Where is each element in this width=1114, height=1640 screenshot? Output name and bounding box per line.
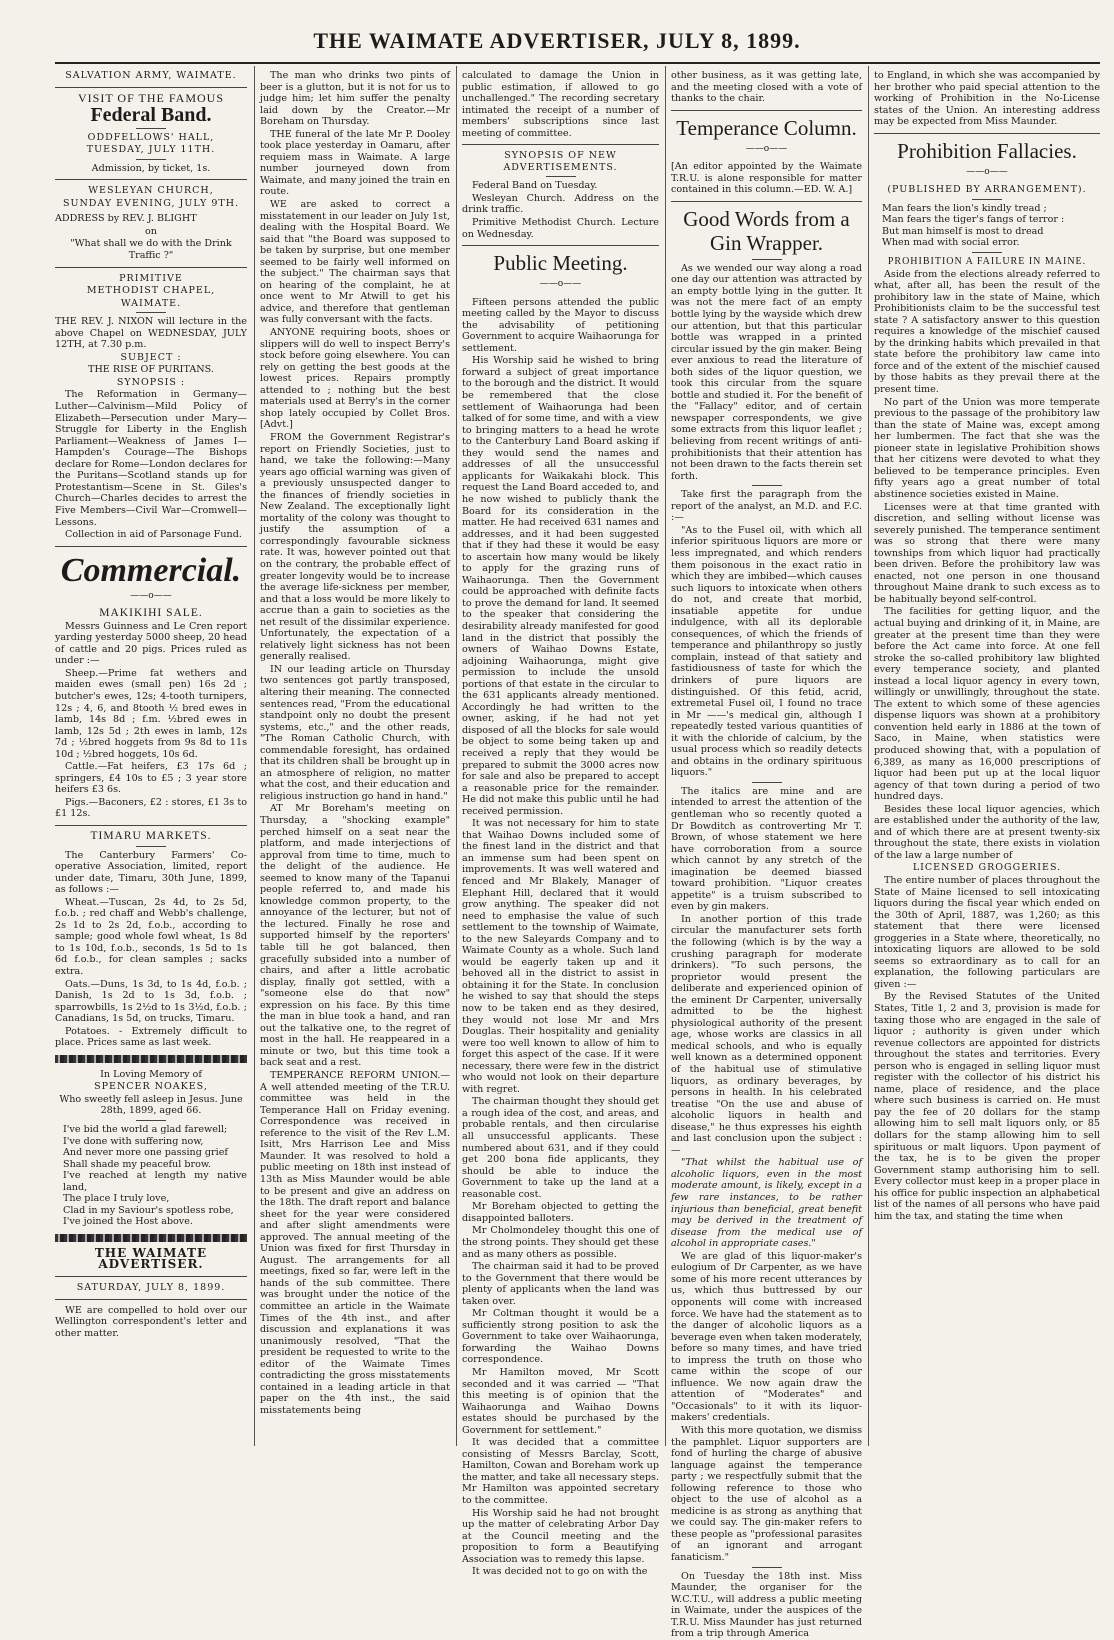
timaru-potatoes: Potatoes. - Extremely difficult to place. Prices same as last week. — [55, 1025, 247, 1049]
paragraph: Take first the paragraph from the report of the analyst, an M.D. and F.C. :— — [671, 489, 862, 524]
verse-line: Shall shade my peaceful brow. — [63, 1158, 211, 1170]
primitive-heading-1: PRIMITIVE — [119, 272, 183, 284]
paragraph: With this more quotation, we dismiss the pamphlet. Liquor supporters are fond of hurling the charge of abusive language against the temperance party ; we respectfully submit that the following reference to those who object to the use of alcohol as a medicine is as strong as anything that we could say. The gin-maker refers to these people as "professional parasites of an ignorant and arrogant fanaticism." — [671, 1424, 862, 1563]
paragraph: The entire number of places throughout the State of Maine licensed to sell intoxicating liquors during the fiscal year which ended on the 30th of April, 1887, was 1,260; as this statement that there were licensed groggeries in a State where, theoretically, no intoxicating liquors are allowed to be sold seems so extraordinary as to call for an explanation, the following particulars are given :— — [874, 875, 1100, 990]
makikihi-text: Messrs Guinness and Le Cren report yarding yesterday 5000 sheep, 20 head of cattle and 20 pigs. Prices ruled as under :— — [55, 620, 247, 667]
primitive-heading-2: METHODIST CHAPEL, — [86, 285, 216, 297]
column-divider — [254, 66, 255, 1446]
verse-line: I've joined the Host above. — [63, 1216, 193, 1228]
public-meeting-heading: Public Meeting. — [493, 251, 628, 276]
memory-line-3: Who sweetly fell asleep in Jesus. June 28th, 1899, aged 66. — [59, 1093, 243, 1117]
memory-line-1: In Loving Memory of — [100, 1068, 202, 1080]
date-line: TUESDAY, JULY 11TH. — [86, 144, 216, 156]
paragraph: It was decided not to go on with the — [472, 1566, 648, 1578]
synopsis-label: SYNOPSIS : — [116, 376, 186, 388]
visit-line: VISIT OF THE FAMOUS — [77, 90, 225, 105]
memorial-verse — [55, 1124, 247, 1228]
nixon-notice: THE REV. J. NIXON will lecture in the above Chapel on WEDNESDAY, JULY 12TH, at 7.30 p.m. — [55, 316, 247, 351]
paragraph: ANYONE requiring boots, shoes or slippers will do well to inspect Berry's stock before going elsewhere. You can rely on getting the best goods at the lowest prices. Repairs promptly attended to ; nothing but the best materials used at Berry's in the corner shop lately occupied by Collet Bros. [Advt.] — [260, 327, 450, 431]
editor-note: [An editor appointed by the Waimate T.R.U. is alone responsible for matter contained in this column.—ED. W. A.] — [671, 161, 862, 196]
verse-line: Man fears the lion's kindly tread ; — [882, 202, 1047, 214]
paragraph: His Worship said he wished to bring forward a subject of great importance to the borough and the district. It would be remembered that the close settlement of Waihaorunga had been talked of for some time, and with a view to bringing matters to a head he wrote to the Canterbury Land Board asking if they would send the names and addresses of all the unsuccessful applicants for Waikakahi block. This request the Land Board acceded to, and he now wished to publicly thank the Board for its consideration in the matter. He had received 631 names and addresses, and it had been suggested that if they had these it would be easy to ascertain how many would be likely to apply for the grazing runs of Waihaorunga. Then the Government could be approached with definite facts to prove the demand for land. It seemed to the speaker that considering the desirability already manifested for good land in the district that possibly the owners of Waihao Downs Estate, adjoining Waihaorunga, might give permission to include the unsold portions of that estate in the circular to the 631 applicants already mentioned. Accordingly he had written to the owner, asking, if he had not yet disposed of all the blocks for sale would be object to some being taken up and received a reply that they would be prepared to submit the 3000 acres now for sale and also be prepared to accept a reasonable price for the remainder. He did not make this public until he had received permission. — [462, 355, 659, 817]
timaru-heading: TIMARU MARKETS. — [90, 829, 212, 842]
paragraph: AT Mr Boreham's meeting on Thursday, a "shocking example" perched himself on a seat near the platform, and made interjections of approval from time to time, much to the delight of the audience. He seemed to know many of the Tapanui people referred to, and made his knowledge common property, to the annoyance of the lecturer, but not of the lectured. Finally he rose and supported himself by the reporters' table till he got balanced, then gracefully subsided into a number of chairs, and after a little acrobatic display, finally got settled, with a "someone else do that now" expression on his face. By this time the man in blue took a hand, and ran out the talkative one, to the regret of most in the hall. He reappeared in a minute or two, but this time took a back seat and a rest. — [260, 803, 450, 1069]
paragraph: Aside from the elections already referred to what, after all, has been the result of the prohibitory law in the state of Maine, which Prohibitionists claim to be the successful test state ? A satisfactory answer to this question requires a knowledge of the mischief caused by the drinking habits which prevailed in that state before the prohibitory law came into force and of the extent of the mischief caused by those habits as they prevail there at the present time. — [874, 268, 1100, 396]
paragraph: FROM the Government Registrar's report on Friendly Societies, just to hand, we take the following:—Many years ago official warning was given of a previously unsuspected danger to the finances of friendly societies in New Zealand. The exceptionally light mortality of the colony was thought to justify the assumption of a correspondingly favourable sickness rate. It was, however pointed out that on the contrary, the probable effect of greater longevity would be to increase the average life-sickness per member, and that a loss would be more likely to accrue than a gain to societies as the net result of the dissimilar experience. Unfortunately, the expectation of a relatively light sickness has not been generally realised. — [260, 431, 450, 663]
verse-line: When mad with social error. — [882, 237, 1020, 249]
verse-line: I've done with suffering now, — [63, 1135, 204, 1147]
column-4: other business, as it was getting late, and the meeting closed with a vote of thanks to the chair. Temperance Column. ——o—— [An editor appointed by the Waimate T.R.U. is alone responsible for matter contained in this column.—ED. W. A.] Good Words from a Gin Wrapper. As we wended our way along a road one day our attention was attracted by an empty bottle lying in the gutter. It was not the mere fact of an empty bottle lying by the wayside which drew our attention, but that this particular bottle was wrapped in a printed circular issued by the gin maker. Being ever anxious to read the literature of both sides of the liquor question, we took this circular from the square bottle and studied it. For the benefit of the "Fallacy" editor, and of certain newspaper correspondents, we give some extracts from this liquor leaflet ; believing from recent writings of anti-prohibitionists that their attention has not been drawn to the facts therein set forth. Take first the paragraph from the report of the analyst, an M.D. and F.C. :— "As to the Fusel oil, with which all inferior spirituous liquors are more or less impregnated, and which renders them poisonous in the exact ratio in which they are imbibed—which causes such liquors to intoxicate when others do not, and create that morbid, insatiable appetite for undue indulgence, with all its deplorable consequences, of which the friends of temperance and philanthropy so justly complain, instead of that satiety and fastidiousness of taste for which the drinkers of pure liquors are distinguished. Of this fetid, acrid, extremetal Fusel oil, I found no trace in Mr ——'s medical gin, although I repeatedly tested various quantities of it with the chloride of calcium, by the usual process which so readily detects and obtains in the ordinary spirituous liquors." The italics are mine and are intended to arrest the attention of the gentleman who so recently quoted a Dr Bowditch as controverting Mr T. Brown, of whose statement we here have corroboration from a source which cannot by any stretch of the imagination be deemed biassed toward prohibition. "Liquor creates appetite" is a truism subscribed to even by gin makers. In another portion of this trade circular the manufacturer sets forth the following (which is by the way a crushing paragraph for moderate drinkers). "To such persons, the proprietor would present the deliberate and experienced opinion of the eminent Dr Carpenter, universally admitted to be the highest physiological authority of the present age, whose works are classics in all medical schools, and who is equally well known as a determined opponent of the habitual use of stimulative liquors, as ordinary beverages, by persons in health. In his celebrated treatise "On the use and abuse of alcoholic liquors in health and disease," he thus expresses his eighth and last conclusion upon the subject :— "That whilst the habitual use of alcoholic liquors, even in the most moderate amount, is likely, except in a few rare instances, to be rather injurious than beneficial, great benefit may be derived in the treatment of disease from the medical use of alcohol in appropriate cases." We are glad of this liquor-maker's eulogium of Dr Carpenter, as we have some of his more recent utterances by us, which thus buttressed by our opponents will come with increased force. We have had the statement as to the danger of alcoholic liquors as a beverage even when taken moderately, before so many times, and have tried to impress the truth on those who came within the scope of our influence. We now again draw the attention of "Moderates" and "Occasionals" to it with its liquor-makers' credentials. With this more quotation, we dismiss the pamphlet. Liquor supporters are fond of hurling the charge of abusive language against the temperance party ; we respectfully submit that the following reference to those who object to the use of alcohol as a medicine is as strong as anything that we could say. The gin-maker refers to these people as "professional parasites of an ignorant and arrogant fanaticism." On Tuesday the 18th inst. Miss Maunder, the organiser for the W.C.T.U., will address a public meeting in Waimate, under the auspices of the T.R.U. Miss Maunder has just returned from a trip through America — [671, 70, 862, 1640]
paragraph: TEMPERANCE REFORM UNION.— A well attended meeting of the T.R.U. committee was held in the Temperance Hall on Friday evening. Correspondence was received in reference to the visit of the Rev L.M. Isitt, Mrs Harrison Lee and Miss Maunder. It was resolved to hold a public meeting on 18th inst instead of 13th as Miss Maunder would be able to be present and give an address on the 18th. The draft report and balance sheet for the year were considered and after slight amendments were approved. The annual meeting of the Union was fixed for first Thursday in August. The arrangements for all meetings, fixed so far, were left in the hands of the sub committee. There was brought under the notice of the committee an article in the Waimate Times of the 4th inst., and after discussion and explanations it was unanimously resolved, "That the president be requested to write to the editor of the Waimate Times contradicting the gross misstatements contained in a leading article in that paper on the 4th inst., the said misstatements being — [260, 1070, 450, 1416]
ornamental-band — [55, 1055, 247, 1063]
paper-title-inline: THE WAIMATE ADVERTISER. — [94, 1245, 208, 1272]
synopsis-ads-heading: SYNOPSIS OF NEW ADVERTISEMENTS. — [503, 150, 618, 173]
verse-line: The place I truly love, — [63, 1193, 170, 1205]
paragraph: The man who drinks two pints of beer is a glutton, but it is not for us to judge him; let him suffer the penalty laid down by the Creator.—Mr Boreham on Thursday. — [260, 70, 450, 128]
verse-line: But man himself is most to dread — [882, 225, 1044, 237]
wesleyan-heading: WESLEYAN CHURCH, — [88, 185, 214, 197]
primitive-heading-3: WAIMATE. — [120, 297, 182, 309]
timaru-oats: Oats.—Duns, 1s 3d, to 1s 4d, f.o.b. ; Danish, 1s 2d to 1s 3d, f.o.b. ; sparrowbills, 1s 2½d to 1s 3½d, f.o.b. ; Canadians, 1s 5d, on trucks, Timaru. — [55, 978, 247, 1025]
question-line: "What shall we do with the Drink Traffic ?" — [70, 238, 232, 262]
on-line: on — [145, 225, 157, 237]
column-divider — [456, 66, 457, 1446]
synopsis-text: The Reformation in Germany—Luther—Calvinism—Mild Policy of Elizabeth—Persecution under Mary—Struggle for Liberty in the English Parliament—Weakness of James I—Hampden's Courage—The Bishops declare for Rome—London declares for the Puritans—Scotland stands up for Protestantism—Scene in St. Giles's Church—Charles decides to arrest the Five Members—Civil War—Cromwell—Lessons. — [55, 389, 247, 528]
paragraph: Besides these local liquor agencies, which are established under the authority of the law, and of which there are at present twenty-six throughout the state, there exists in violation of the law a large number of — [874, 803, 1100, 861]
good-words-heading: Good Words from a Gin Wrapper. — [683, 206, 850, 255]
paragraph: No part of the Union was more temperate previous to the passage of the prohibitory law than the state of Maine was, except among her lumbermen. The fact that she was the pioneer state in legislative Prohibition shows that her citizens were devoted to what they believed to be temperance principles. Even fifty years ago a great number of total abstinence societies existed in Maine. — [874, 396, 1100, 500]
verse-line: I've bid the world a glad farewell; — [63, 1124, 228, 1136]
published-note: (PUBLISHED BY ARRANGEMENT). — [887, 184, 1087, 196]
paragraph: The italics are mine and are intended to arrest the attention of the gentleman who so recently quoted a Dr Bowditch as controverting Mr T. Brown, of whose statement we here have corroboration from a source which cannot by any stretch of the imagination be deemed biassed toward prohibition. "Liquor creates appetite" is a truism subscribed to even by gin makers. — [671, 785, 862, 913]
commercial-heading: Commercial. — [60, 551, 242, 589]
column-divider — [868, 66, 869, 1446]
paragraph: IN our leading article on Thursday two sentences got partly transposed, altering their meaning. The connected sentences read, "From the educational standpoint only no doubt the present systems, etc.," and the other reads, "The Roman Catholic Church, with commendable foresight, has ordained that its children shall be brought up in an atmosphere of religion, no matter what the cost, and their education and religious instruction go hand in hand." — [260, 663, 450, 802]
federal-band-heading: Federal Band. — [90, 104, 212, 127]
paragraph: Mr Cholmondeley thought this one of the strong points. They should get these and as many others as possible. — [462, 1225, 659, 1260]
timaru-wheat: Wheat.—Tuscan, 2s 4d, to 2s 5d, f.o.b. ; red chaff and Webb's challenge, 2s 1d to 2s 2d, f.o.b., according to sample; good whole fowl wheat, 1s 8d to 1s 10d, f.o.b., seconds, 1s 5d to 1s 6d f.o.b., for clean samples ; sacks extra. — [55, 896, 247, 977]
paragraph: Mr Coltman thought it would be a sufficiently strong position to ask the Government to take over Waihaorunga, forwarding the Waihao Downs correspondence. — [462, 1308, 659, 1366]
verse-line: Clad in my Saviour's spotless robe, — [63, 1204, 234, 1216]
ad-item: Wesleyan Church. Address on the drink traffic. — [462, 192, 659, 216]
paragraph: Licenses were at that time granted with discretion, and selling without license was severely punished. The temperance sentiment was so strong that there were many townships from which liquor had practically been driven. Before the prohibitory law was enacted, not one person in one thousand throughout Maine drank to such excess as to be habitually beyond self-control. — [874, 501, 1100, 605]
paragraph: His Worship said he had not brought up the matter of celebrating Arbor Day at the Council meeting and the proposition to form a Beautifying Association was to remedy this lapse. — [462, 1507, 659, 1565]
timaru-intro: The Canterbury Farmers' Co-operative Association, limited, report under date, Timaru, 30th June, 1899, as follows :— — [55, 849, 247, 896]
masthead-rule — [55, 62, 1100, 64]
fallacies-heading: Prohibition Fallacies. — [897, 138, 1077, 163]
column-5: to England, in which she was accompanied by her brother who paid special attention to the working of Prohibition in the No-License states of the Union. An interesting address may be expected from Miss Maunder. Prohibition Fallacies. ——o—— (PUBLISHED BY ARRANGEMENT). Man fears the lion's kindly tread ; Man fears the tiger's fangs of terror : But man himself is most to dread When mad with social error. PROHIBITION A FAILURE IN MAINE. Aside from the elections already referred to what, after all, has been the result of the prohibitory law in the state of Maine, which Prohibitionists claim to be the successful test state ? A satisfactory answer to this question requires a knowledge of the mischief caused by the drinking habits which prevailed in that state before the prohibitory law came into force and of the extent of the mischief caused by those habits as they prevail there at the present time. No part of the Union was more temperate previous to the passage of the prohibitory law than the state of Maine was, except among her lumbermen. The fact that she was the pioneer state in legislative Prohibition shows that her citizens were devoted to what they believed to be temperance principles. Even fifty years ago a great number of total abstinence societies existed in Maine. Licenses were at that time granted with discretion, and selling without license was severely punished. The temperance sentiment was so strong that there were many townships from which liquor had practically been driven. Before the prohibitory law was enacted, not one person in one thousand throughout Maine drank to such excess as to be habitually beyond self-control. The facilities for getting liquor, and the actual buying and drinking of it, in Maine, are greater at the present time than they were before the Act came into force. At one fell stroke the so-called prohibitory law blighted every temperance society, and planted instead a local liquor agency in every town, willingly or unwillingly, throughout the state. The extent to which some of these agencies dispense liquors was shown at a prohibitory convention held early in 1886 at the town of Saco, in Maine, when statistics were produced showing that, with a population of 6,389, as many as 16,000 prescriptions of liquor had been put up at the local liquor agency of that town during a period of two hundred days. Besides these local liquor agencies, which are established under the authority of the law, and of which there are at present twenty-six throughout the state, there exists in violation of the law a large number of LICENSED GROGGERIES. The entire number of places throughout the State of Maine licensed to sell intoxicating liquors during the fiscal year which ended on the 30th of April, 1887, was 1,260; as this statement that there were licensed groggeries in a State where, theoretically, no intoxicating liquors are allowed to be sold seems so extraordinary as to call for an explanation, the following particulars are given :— By the Revised Statutes of the United States, Title 1, 2 and 3, provision is made for taxing those who are engaged in the sale of liquor ; authority is given under which revenue collectors are appointed for districts throughout the states and territories. Every person who is engaged in selling liquor must register with the collector of his district his name, place of residence, and the place where such business is carried on. He must pay the fee of 20 dollars for the stamp allowing him to sell malt liquors only, or 85 dollars for the stamp allowing him to sell spirituous or malt liquors. Upon payment of the tax, he is to be given the proper Government stamp authorising him to sell. Every collector must keep in a proper place in his office for public inspection an alphabetical list of the names of all persons who have paid him the tax, and stating the time when — [874, 70, 1100, 1222]
paragraph: On Tuesday the 18th inst. Miss Maunder, the organiser for the W.C.T.U., will address a public meeting in Waimate, under the auspices of the T.R.U. Miss Maunder has just returned from a trip through America — [671, 1570, 862, 1640]
paragraph: calculated to damage the Union in public estimation, if allowed to go unchallenged." The recording secretary intimated the receipt of a number of members' subscriptions since last meeting of committee. — [462, 70, 659, 139]
ornamental-band — [55, 1234, 247, 1242]
admission-line: Admission, by ticket, 1s. — [91, 162, 211, 174]
sunday-line: SUNDAY EVENING, JULY 9TH. — [62, 197, 240, 209]
address-line: ADDRESS by REV. J. BLIGHT — [55, 213, 197, 225]
ad-item: Federal Band on Tuesday. — [472, 180, 598, 192]
paragraph: "As to the Fusel oil, with which all inferior spirituous liquors are more or less impregnated, and which renders them poisonous in the exact ratio in which they are imbibed—which causes such liquors to intoxicate when others do not, and create that morbid, insatiable appetite for undue indulgence, with all its deplorable consequences, of which the friends of temperance and philanthropy so justly complain, instead of that satiety and fastidiousness of taste for which the drinkers of pure liquors are distinguished. Of this fetid, acrid, extremetal Fusel oil, I found no trace in Mr ——'s medical gin, although I repeatedly tested various quantities of it with the chloride of calcium, by the usual process which so readily detects and obtains in the ordinary spirituous liquors." — [671, 524, 862, 779]
makikihi-heading: MAKIKIHI SALE. — [99, 607, 203, 620]
groggeries-heading: LICENSED GROGGERIES. — [912, 862, 1062, 874]
paragraph: The chairman said it had to be proved to the Government that there would be plenty of applicants when the land was taken over. — [462, 1261, 659, 1307]
verse-line: And never more one passing grief — [63, 1147, 228, 1159]
masthead — [0, 0, 1114, 60]
column-2 — [260, 70, 450, 1445]
verse-line: I've reached at length my native land, — [63, 1170, 247, 1193]
subject-label: SUBJECT : — [120, 351, 182, 363]
paper-date: SATURDAY, JULY 8, 1899. — [76, 1282, 226, 1294]
paragraph: We are glad of this liquor-maker's eulogium of Dr Carpenter, as we have some of his more recent utterances by us, which thus buttressed by our opponents will come with increased force. We have had the statement as to the danger of alcoholic liquors as a beverage even when taken moderately, before so many times, and have tried to impress the truth on those who came within the scope of our influence. We now again draw the attention of "Moderates" and "Occasionals" to it with its liquor-makers' credentials. — [671, 1250, 862, 1424]
makikihi-cattle: Cattle.—Fat heifers, £3 17s 6d ; springers, £4 10s to £5 ; 3 year store heifers £3 6s. — [55, 761, 247, 796]
paragraph: Mr Hamilton moved, Mr Scott seconded and it was carried — "That this meeting is of opinion that the Waihaorunga and Waihao Downs estates should be purchased by the Government for settlement." — [462, 1366, 659, 1436]
paragraph: other business, as it was getting late, and the meeting closed with a vote of thanks to the chair. — [671, 70, 862, 105]
compelled-notice: WE are compelled to hold over our Wellington correspondent's letter and other matter. — [55, 1304, 247, 1339]
makikihi-pigs: Pigs.—Baconers, £2 : stores, £1 3s to £1 12s. — [55, 796, 247, 820]
hall-line: ODDFELLOWS' HALL, — [87, 131, 215, 143]
paragraph: WE are asked to correct a misstatement in our leader on July 1st, dealing with the Hospital Board. We said that "the Board was supposed to be taken by surprise, but one member seemed to be fairly well informed on the subject." The chairman says that on hearing of the complaint, he at once went to Mr Atwill to get his advice, and therefore that gentleman was fully conversant with the facts. — [260, 199, 450, 326]
paragraph: Mr Boreham objected to getting the disappointed balloters. — [462, 1201, 659, 1224]
paragraph: It was decided that a committee consisting of Messrs Barclay, Scott, Hamilton, Cowan and Boreham work up the matter, and take all necessary steps. Mr Hamilton was appointed secretary to the committee. — [462, 1437, 659, 1506]
column-3: calculated to damage the Union in public estimation, if allowed to go unchallenged." The recording secretary intimated the receipt of a number of members' subscriptions since last meeting of committee. SYNOPSIS OF NEW ADVERTISEMENTS. Federal Band on Tuesday. Wesleyan Church. Address on the drink traffic. Primitive Methodist Church. Lecture on Wednesday. Public Meeting. ——o—— Fifteen persons attended the public meeting called by the Mayor to discuss the advisability of petitioning Government to acquire Waihaorunga for settlement. His Worship said he wished to bring forward a subject of great importance to the borough and the district. It would be remembered that the close settlement of Waihaorunga had been talked of for some time, and with a view to bringing matters to a head he wrote to the Canterbury Land Board asking if they would send the names and addresses of all the unsuccessful applicants for Waikakahi block. This request the Land Board acceded to, and he now wished to publicly thank the Board for its consideration in the matter. He had received 631 names and addresses, and it had been suggested that if they had these it would be easy to ascertain how many would be likely to apply for the grazing runs of Waihaorunga. Then the Government could be approached with definite facts to prove the demand for land. It seemed to the speaker that considering the desirability already manifested for good land in the district that possibly the owners of Waihao Downs Estate, adjoining Waihaorunga, might give permission to include the unsold portions of that estate in the circular to the 631 applicants already mentioned. Accordingly he had written to the owner, asking, if he had not yet disposed of all the blocks for sale would be object to some being taken up and received a reply that they would be prepared to submit the 3000 acres now for sale and also be prepared to accept a reasonable price for the remainder. He did not make this public until he had received permission. It was not necessary for him to state that Waihao Downs included some of the finest land in the district and that an immense sum had been spent on improvements. It was well watered and fenced and Mr Blakely, Manager of Elephant Hill, declared that it would grow anything. The speaker did not need to emphasise the value of such settlement to the township of Waimate, to the new Saleyards Company and to Waimate County as a whole. Such land would be eagerly taken up and it behoved all in the district to assist in obtaining it for the State. In conclusion he wished to say that should the steps now to be taken end as they desired, they would not lose Mr and Mrs Douglas. Their hospitality and geniality were too well known to allow of him to forget this aspect of the case. If it were necessary, there were few in the district who would not look on their departure with regret. The chairman thought they should get a rough idea of the cost, and areas, and probable rentals, and then circularise all unsuccessful applicants. These numbered about 631, and if they could get 200 bona fide applicants, they should be able to induce the Government to take up the land at a reasonable cost. Mr Boreham objected to getting the disappointed balloters. Mr Cholmondeley thought this one of the strong points. They should get these and as many others as possible. The chairman said it had to be proved to the Government that there would be plenty of applicants when the land was taken over. Mr Coltman thought it would be a sufficiently strong position to ask the Government to take over Waihaorunga, forwarding the Waihao Downs correspondence. Mr Hamilton moved, Mr Scott seconded and it was carried — "That this meeting is of opinion that the Waihaorunga and Waihao Downs estates should be purchased by the Government for settlement." It was decided that a committee consisting of Messrs Barclay, Scott, Hamilton, Cowan and Boreham work up the matter, and take all necessary steps. Mr Hamilton was appointed secretary to the committee. His Worship said he had not brought up the matter of celebrating Arbor Day at the Council meeting and the proposition to form a Beautifying Association was to remedy this lapse. It was decided not to go on with the — [462, 70, 659, 1578]
column-divider — [665, 66, 666, 1446]
paragraph: The chairman thought they should get a rough idea of the cost, and areas, and probable rentals, and then circularise all unsuccessful applicants. These numbered about 631, and if they could get 200 bona fide applicants, they should be able to induce the Government to take up the land at a reasonable cost. — [462, 1096, 659, 1200]
column-1: SALVATION ARMY, WAIMATE. VISIT OF THE FAMOUS Federal Band. ODDFELLOWS' HALL, TUESDAY, JULY 11TH. Admission, by ticket, 1s. WESLEYAN CHURCH, SUNDAY EVENING, JULY 9TH. ADDRESS by REV. J. BLIGHT on "What shall we do with the Drink Traffic ?" PRIMITIVE METHODIST CHAPEL, WAIMATE. THE REV. J. NIXON will lecture in the above Chapel on WEDNESDAY, JULY 12TH, at 7.30 p.m. SUBJECT : THE RISE OF PURITANS. SYNOPSIS : The Reformation in Germany—Luther—Calvinism—Mild Policy of Elizabeth—Persecution under Mary—Struggle for Liberty in the English Parliament—Weakness of James I—Hampden's Courage—The Bishops declare for Rome—London declares for the Puritans—Scotland stands up for Protestantism—Scene in St. Giles's Church—Charles decides to arrest the Five Members—Civil War—Cromwell—Lessons. Collection in aid of Parsonage Fund. Commercial. ——o—— MAKIKIHI SALE. Messrs Guinness and Le Cren report yarding yesterday 5000 sheep, 20 head of cattle and 20 pigs. Prices ruled as under :— Sheep.—Prime fat wethers and maiden ewes (small pen) 16s 2d ; butcher's ewes, 12s; 4-tooth turnipers, 12s ; 4, 6, and 8tooth ½ bred ewes in lamb, 14s 8d ; f.m. ½bred ewes in lamb, 12s 5d ; 2th ewes in lamb, 12s 7d ; ½bred hoggets from 9s 8d to 11s 10d ; ½bred hoggets, 10s 6d. Cattle.—Fat heifers, £3 17s 6d ; springers, £4 10s to £5 ; 3 year store heifers £3 6s. Pigs.—Baconers, £2 : stores, £1 3s to £1 12s. TIMARU MARKETS. The Canterbury Farmers' Co-operative Association, limited, report under date, Timaru, 30th June, 1899, as follows :— Wheat.—Tuscan, 2s 4d, to 2s 5d, f.o.b. ; red chaff and Webb's challenge, 2s 1d to 2s 2d, f.o.b., according to sample; good whole fowl wheat, 1s 8d to 1s 10d, f.o.b., seconds, 1s 5d to 1s 6d f.o.b., for clean samples ; sacks extra. Oats.—Duns, 1s 3d, to 1s 4d, f.o.b. ; Danish, 1s 2d to 1s 3d, f.o.b. ; sparrowbills, 1s 2½d to 1s 3½d, f.o.b. ; Canadians, 1s 5d, on trucks, Timaru. Potatoes. - Extremely difficult to place. Prices same as last week. In Loving Memory of SPENCER NOAKES, Who sweetly fell asleep in Jesus. June 28th, 1899, aged 66. I've bid the world a glad farewell; I've done with suffering now, And never more one passing grief Shall shade my peaceful brow. I've reached at length my native land, The place I truly love, Clad in my Saviour's spotless robe, I've joined the Host above. THE WAIMATE ADVERTISER. SATURDAY, JULY 8, 1899. WE are compelled to hold over our Wellington correspondent's letter and other matter. — [55, 70, 247, 1339]
paragraph: It was not necessary for him to state that Waihao Downs included some of the finest land in the district and that an immense sum had been spent on improvements. It was well watered and fenced and Mr Blakely, Manager of Elephant Hill, declared that it would grow anything. The speaker did not need to emphasise the value of such settlement to the township of Waimate, to the new Saleyards Company and to Waimate County as a whole. Such land would be eagerly taken up and it behoved all in the district to assist in obtaining it for the State. In conclusion he wished to say that should the steps now to be taken end as they desired, they would not lose Mr and Mrs Douglas. Their hospitality and geniality were too well known to allow of him to forget this aspect of the case. If it were necessary, there were few in the district who would not look on their departure with regret. — [462, 818, 659, 1095]
newspaper-title: THE WAIMATE ADVERTISER, JULY 8, 1899. — [313, 28, 801, 53]
fallacies-verse — [874, 203, 1100, 249]
paragraph: By the Revised Statutes of the United States, Title 1, 2 and 3, provision is made for taxing those who are engaged in the sale of liquor ; authority is given under which revenue collectors are appointed for districts throughout the states and territories. Every person who is engaged in selling liquor must register with the collector of his district his name, place of residence, and the place where such business is carried on. He must pay the fee of 20 dollars for the stamp allowing him to sell malt liquors only, or 85 dollars for the stamp allowing him to sell spirituous or malt liquors. Upon payment of the tax, he is to be given the proper Government stamp authorising him to sell. Every collector must keep in a proper place in his office for public inspection an alphabetical list of the names of all persons who have paid him the tax, and stating the time when — [874, 991, 1100, 1222]
paragraph: THE funeral of the late Mr P. Dooley took place yesterday in Oamaru, after requiem mass in Waimate. A large number journeyed down from Waimate, and many joined the train en route. — [260, 128, 450, 198]
memory-name: SPENCER NOAKES, — [94, 1081, 208, 1093]
paragraph: The facilities for getting liquor, and the actual buying and drinking of it, in Maine, are greater at the present time than they were before the Act came into force. At one fell stroke the so-called prohibitory law blighted every temperance society, and planted instead a local liquor agency in every town, willingly or unwillingly, throughout the state. The extent to which some of these agencies dispense liquors was shown at a prohibitory convention held early in 1886 at the town of Saco, in Maine, when statistics were produced showing that, with a population of 6,389, as many as 16,000 prescriptions of liquor had been put up at the local liquor agency of that town during a period of two hundred days. — [874, 606, 1100, 803]
paragraph: As we wended our way along a road one day our attention was attracted by an empty bottle lying in the gutter. It was not the mere fact of an empty bottle lying by the wayside which drew our attention, but that this particular bottle was wrapped in a printed circular issued by the gin maker. Being ever anxious to read the literature of both sides of the liquor question, we took this circular from the square bottle and studied it. For the benefit of the "Fallacy" editor, and of certain newspaper correspondents, we give some extracts from this liquor leaflet ; believing from recent writings of anti-prohibitionists that their attention has not been drawn to the facts therein set forth. — [671, 262, 862, 482]
makikihi-sheep: Sheep.—Prime fat wethers and maiden ewes (small pen) 16s 2d ; butcher's ewes, 12s; 4-tooth turnipers, 12s ; 4, 6, and 8tooth ½ bred ewes in lamb, 14s 8d ; f.m. ½bred ewes in lamb, 12s 5d ; 2th ewes in lamb, 12s 7d ; ½bred hoggets from 9s 8d to 11s 10d ; ½bred hoggets, 10s 6d. — [55, 667, 247, 760]
ad-item: Primitive Methodist Church. Lecture on Wednesday. — [462, 217, 659, 240]
verse-line: Man fears the tiger's fangs of terror : — [882, 214, 1065, 226]
collection-text: Collection in aid of Parsonage Fund. — [65, 529, 242, 541]
maine-heading: PROHIBITION A FAILURE IN MAINE. — [887, 256, 1087, 268]
temperance-heading: Temperance Column. — [676, 115, 857, 140]
paragraph: Fifteen persons attended the public meeting called by the Mayor to discuss the advisability of petitioning Government to acquire Waihaorunga for settlement. — [462, 296, 659, 354]
paragraph: In another portion of this trade circular the manufacturer sets forth the following (which is by the way a crushing paragraph for moderate drinkers). "To such persons, the proprietor would present the deliberate and experienced opinion of the eminent Dr Carpenter, universally admitted to be the highest physiological authority of the present age, whose works are classics in all medical schools, and who is equally well known as a determined opponent of the habitual use of stimulative liquors, as ordinary beverages, by persons in health. In his celebrated treatise "On the use and abuse of alcoholic liquors in health and disease," he thus expresses his eighth and last conclusion upon the subject :— — [671, 913, 862, 1156]
paragraph: "That whilst the habitual use of alcoholic liquors, even in the most moderate amount, is likely, except in a few rare instances, to be rather injurious than beneficial, great benefit may be derived in the treatment of disease from the medical use of alcohol in appropriate cases." — [671, 1157, 862, 1250]
paragraph: to England, in which she was accompanied by her brother who paid special attention to the working of Prohibition in the No-License states of the Union. An interesting address may be expected from Miss Maunder. — [874, 70, 1100, 128]
salvation-heading: SALVATION ARMY, WAIMATE. — [65, 70, 237, 81]
subject-text: THE RISE OF PURITANS. — [88, 364, 214, 376]
